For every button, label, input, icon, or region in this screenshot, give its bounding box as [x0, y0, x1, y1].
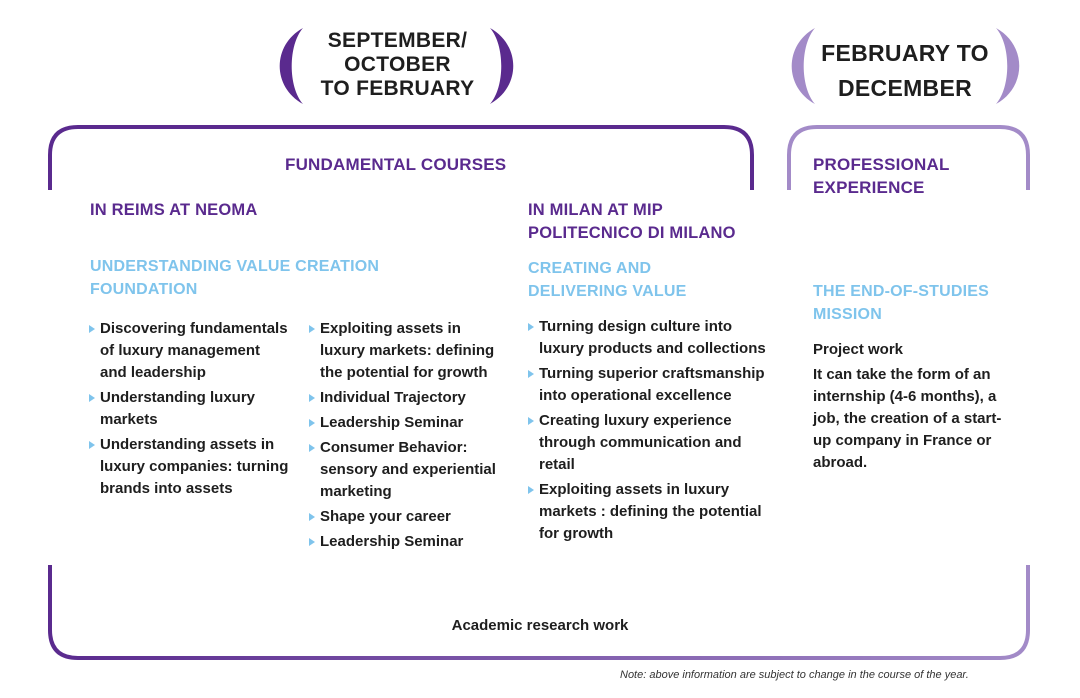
- list-item: Turning design culture into luxury products and collections: [528, 316, 776, 360]
- triangle-bullet-icon: [309, 325, 315, 333]
- list-item: Exploiting assets in luxury markets : defining the potential for growth: [528, 479, 776, 545]
- list-item: Consumer Behavior: sensory and experiential marketing: [309, 437, 509, 503]
- reims-course-list-2: [309, 318, 509, 556]
- project-work-label: Project work: [813, 341, 904, 358]
- list-item: Understanding assets in luxury companies: turning brands into assets: [89, 434, 289, 500]
- period-first-label: SEPTEMBER/ OCTOBER TO FEBRUARY: [320, 29, 475, 100]
- triangle-bullet-icon: [89, 325, 95, 333]
- triangle-bullet-icon: [89, 441, 95, 449]
- period-second-label: FEBRUARY TO DECEMBER: [821, 40, 989, 101]
- footnote: Note: above information are subject to change in the course of the year.: [620, 669, 969, 681]
- triangle-bullet-icon: [89, 394, 95, 402]
- milan-subheading: CREATING AND DELIVERING VALUE: [528, 260, 687, 300]
- right-paren-second: [996, 28, 1019, 104]
- research-bracket: [50, 565, 1028, 658]
- fundamental-title: FUNDAMENTAL COURSES: [285, 155, 507, 174]
- professional-subheading: THE END-OF-STUDIES MISSION: [813, 283, 990, 323]
- triangle-bullet-icon: [309, 394, 315, 402]
- triangle-bullet-icon: [309, 419, 315, 427]
- list-item: Creating luxury experience through communication and retail: [528, 410, 776, 476]
- triangle-bullet-icon: [528, 323, 534, 331]
- triangle-bullet-icon: [528, 486, 534, 494]
- list-item: Discovering fundamentals of luxury management and leadership: [89, 318, 289, 384]
- triangle-bullet-icon: [309, 538, 315, 546]
- professional-title: PROFESSIONAL EXPERIENCE: [813, 155, 950, 197]
- milan-course-list: [528, 316, 776, 548]
- triangle-bullet-icon: [309, 444, 315, 452]
- list-item: Leadership Seminar: [309, 531, 509, 553]
- right-paren-first: [490, 28, 513, 104]
- list-item: Understanding luxury markets: [89, 387, 289, 431]
- list-item: Individual Trajectory: [309, 387, 509, 409]
- list-item: Turning superior craftsmanship into operational excellence: [528, 363, 776, 407]
- triangle-bullet-icon: [528, 417, 534, 425]
- research-label: Academic research work: [451, 617, 629, 634]
- list-item: Exploiting assets in luxury markets: defining the potential for growth: [309, 318, 509, 384]
- left-paren-first: [280, 28, 303, 104]
- triangle-bullet-icon: [309, 513, 315, 521]
- triangle-bullet-icon: [528, 370, 534, 378]
- list-item: Leadership Seminar: [309, 412, 509, 434]
- reims-heading: IN REIMS AT NEOMA: [90, 201, 258, 219]
- list-item: Shape your career: [309, 506, 509, 528]
- project-work-text: It can take the form of an internship (4-6 months), a job, the creation of a start-up company in France or abroad.: [813, 366, 1002, 471]
- reims-subheading: UNDERSTANDING VALUE CREATION FOUNDATION: [90, 258, 380, 298]
- milan-heading: IN MILAN AT MIP POLITECNICO DI MILANO: [528, 201, 736, 242]
- reims-course-list-1: [89, 318, 289, 503]
